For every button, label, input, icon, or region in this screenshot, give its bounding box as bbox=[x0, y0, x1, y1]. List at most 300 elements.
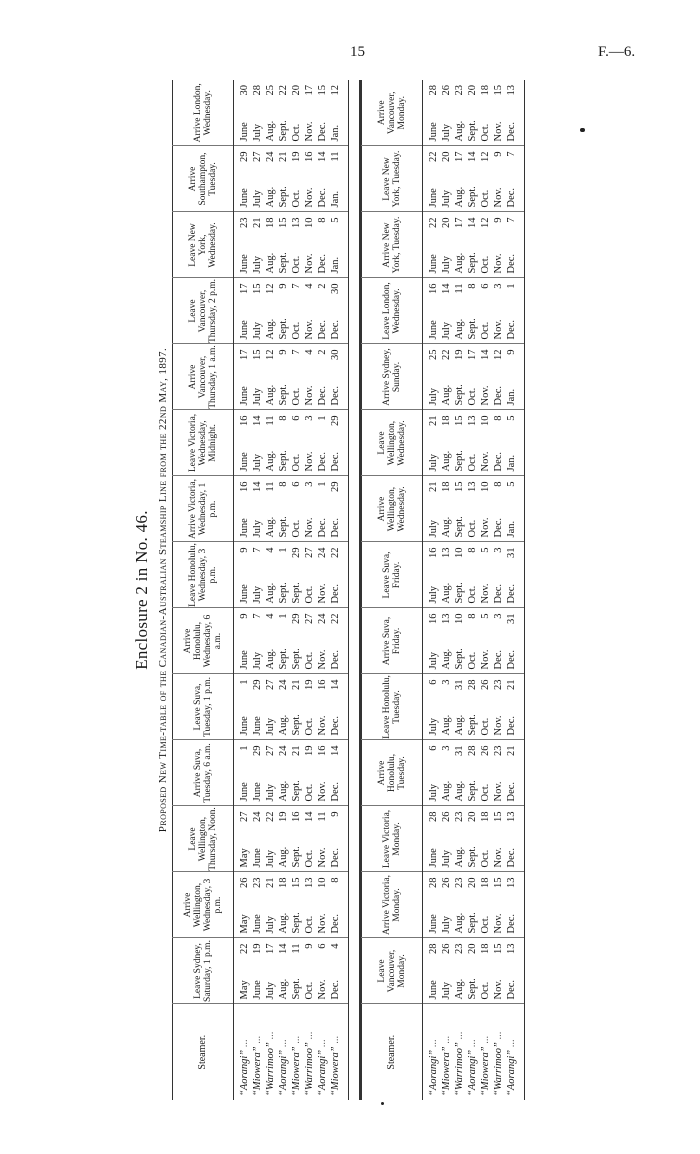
date-month: Dec. bbox=[506, 715, 517, 736]
date-month: July bbox=[252, 519, 263, 538]
date-column bbox=[423, 806, 525, 872]
date-day: 25 bbox=[428, 349, 439, 360]
date-day: 23 bbox=[454, 943, 465, 954]
date-entry bbox=[440, 873, 453, 938]
date-day: 8 bbox=[467, 547, 478, 553]
column-header: Arrive Southampton, Tuesday. bbox=[173, 146, 234, 212]
date-day: 21 bbox=[428, 481, 439, 492]
date-entry bbox=[264, 345, 277, 410]
date-month: Aug. bbox=[454, 978, 465, 1000]
date-month: Nov. bbox=[480, 385, 491, 406]
date-entry bbox=[440, 411, 453, 476]
date-column bbox=[423, 344, 525, 410]
date-entry bbox=[264, 411, 277, 476]
date-entry bbox=[264, 741, 277, 806]
date-entry bbox=[329, 873, 342, 938]
date-entry bbox=[427, 213, 440, 278]
date-month: Oct. bbox=[480, 849, 491, 868]
date-day: 1 bbox=[239, 679, 250, 685]
date-entry bbox=[492, 345, 505, 410]
date-day: 19 bbox=[278, 811, 289, 822]
date-month: Oct. bbox=[467, 585, 478, 604]
date-month: Sept. bbox=[467, 846, 478, 868]
date-day: 29 bbox=[252, 679, 263, 690]
date-month: Aug. bbox=[454, 714, 465, 736]
date-month: Sept. bbox=[454, 648, 465, 670]
steamer-name: “Warrimoo” ... bbox=[492, 1005, 505, 1101]
date-day: 21 bbox=[506, 745, 517, 756]
date-day: 7 bbox=[252, 613, 263, 619]
date-month: Oct. bbox=[291, 255, 302, 274]
date-entry bbox=[316, 609, 329, 674]
date-month: Dec. bbox=[317, 121, 328, 142]
date-entry bbox=[329, 675, 342, 740]
date-month: July bbox=[265, 981, 276, 1000]
date-entry bbox=[466, 213, 479, 278]
homeward-body-row bbox=[423, 80, 525, 1100]
date-month: June bbox=[239, 386, 250, 406]
date-day: 15 bbox=[278, 217, 289, 228]
date-month: July bbox=[428, 651, 439, 670]
date-entry bbox=[505, 675, 518, 740]
date-entry bbox=[427, 147, 440, 212]
date-day: 15 bbox=[493, 811, 504, 822]
date-day: 9 bbox=[239, 547, 250, 553]
date-day: 13 bbox=[441, 547, 452, 558]
date-day: 14 bbox=[467, 151, 478, 162]
date-day: 26 bbox=[480, 679, 491, 690]
date-entry bbox=[303, 741, 316, 806]
date-month: July bbox=[252, 651, 263, 670]
date-entry bbox=[264, 807, 277, 872]
date-entry bbox=[453, 213, 466, 278]
date-entry bbox=[277, 345, 290, 410]
date-day: 20 bbox=[467, 811, 478, 822]
date-day: 15 bbox=[454, 481, 465, 492]
date-day: 21 bbox=[265, 877, 276, 888]
date-day: 3 bbox=[304, 415, 315, 421]
date-day: 17 bbox=[467, 349, 478, 360]
date-day: 20 bbox=[441, 151, 452, 162]
date-entry bbox=[329, 279, 342, 344]
date-month: Nov. bbox=[480, 517, 491, 538]
date-entry bbox=[238, 279, 251, 344]
date-month: Oct. bbox=[467, 387, 478, 406]
date-entry bbox=[492, 147, 505, 212]
date-month: Sept. bbox=[278, 516, 289, 538]
date-month: May bbox=[239, 914, 250, 934]
date-day: 15 bbox=[291, 877, 302, 888]
date-day: 10 bbox=[317, 877, 328, 888]
date-entry bbox=[251, 609, 264, 674]
date-month: Aug. bbox=[278, 846, 289, 868]
date-day: 24 bbox=[252, 811, 263, 822]
date-month: Dec. bbox=[330, 649, 341, 670]
date-entry bbox=[427, 543, 440, 608]
date-day: 1 bbox=[506, 283, 517, 289]
date-month: July bbox=[265, 783, 276, 802]
date-month: Oct. bbox=[291, 387, 302, 406]
date-column bbox=[423, 212, 525, 278]
date-entry bbox=[251, 543, 264, 608]
date-month: Aug. bbox=[441, 780, 452, 802]
date-month: June bbox=[239, 122, 250, 142]
date-entry bbox=[238, 675, 251, 740]
date-month: June bbox=[239, 716, 250, 736]
ink-mark bbox=[580, 128, 585, 132]
date-entry bbox=[440, 939, 453, 1004]
date-entry bbox=[466, 939, 479, 1004]
date-day: 29 bbox=[252, 745, 263, 756]
date-month: Sept. bbox=[454, 582, 465, 604]
date-day: 23 bbox=[454, 85, 465, 96]
date-day: 18 bbox=[441, 481, 452, 492]
date-month: Dec. bbox=[506, 913, 517, 934]
date-entry bbox=[251, 411, 264, 476]
date-entry bbox=[492, 873, 505, 938]
column-header: Leave Suva, Friday. bbox=[362, 542, 423, 608]
date-entry bbox=[453, 609, 466, 674]
date-day: 31 bbox=[506, 613, 517, 624]
date-day: 11 bbox=[265, 481, 276, 492]
date-month: July bbox=[265, 849, 276, 868]
date-entry bbox=[277, 411, 290, 476]
date-entry bbox=[303, 807, 316, 872]
date-month: Aug. bbox=[441, 384, 452, 406]
date-day: 27 bbox=[304, 613, 315, 624]
date-day: 7 bbox=[252, 547, 263, 553]
date-column bbox=[423, 410, 525, 476]
date-day: 28 bbox=[252, 85, 263, 96]
date-month: June bbox=[252, 980, 263, 1000]
date-month: Oct. bbox=[304, 585, 315, 604]
column-header: Leave Wellington, Wednesday. bbox=[362, 410, 423, 476]
date-entry bbox=[466, 279, 479, 344]
date-entry bbox=[329, 345, 342, 410]
date-entry bbox=[277, 213, 290, 278]
date-day: 3 bbox=[493, 283, 504, 289]
date-entry bbox=[251, 147, 264, 212]
date-day: 22 bbox=[239, 943, 250, 954]
date-month: Oct. bbox=[304, 849, 315, 868]
date-entry bbox=[505, 80, 518, 146]
date-month: Sept. bbox=[278, 384, 289, 406]
date-entry bbox=[290, 873, 303, 938]
date-entry bbox=[466, 675, 479, 740]
date-day: 22 bbox=[330, 547, 341, 558]
date-month: July bbox=[252, 321, 263, 340]
column-header: Leave Vancouver, Monday. bbox=[362, 938, 423, 1004]
column-header: Arrive New York, Tuesday. bbox=[362, 212, 423, 278]
date-entry bbox=[277, 477, 290, 542]
date-column bbox=[423, 542, 525, 608]
date-entry bbox=[492, 477, 505, 542]
date-month: Dec. bbox=[493, 649, 504, 670]
date-month: Sept. bbox=[291, 648, 302, 670]
date-day: 20 bbox=[467, 943, 478, 954]
date-day: 11 bbox=[291, 943, 302, 954]
column-header: Arrive Sydney, Sunday. bbox=[362, 344, 423, 410]
date-month: Aug. bbox=[265, 450, 276, 472]
date-entry bbox=[329, 213, 342, 278]
date-month: Oct. bbox=[291, 453, 302, 472]
date-day: 31 bbox=[506, 547, 517, 558]
date-month: Oct. bbox=[304, 651, 315, 670]
date-entry bbox=[505, 939, 518, 1004]
column-header: Leave Honolulu, Wednesday, 3 p.m. bbox=[173, 542, 234, 608]
column-header: Arrive Vancouver, Thursday, 1 a.m. bbox=[173, 344, 234, 410]
date-day: 7 bbox=[291, 283, 302, 289]
date-day: 12 bbox=[480, 151, 491, 162]
outward-body-row bbox=[234, 80, 349, 1100]
date-entry bbox=[264, 279, 277, 344]
date-entry bbox=[466, 80, 479, 146]
date-entry bbox=[479, 741, 492, 806]
date-entry bbox=[290, 807, 303, 872]
steamer-name: “Warrimoo” ... bbox=[303, 1005, 316, 1101]
date-column bbox=[234, 476, 349, 542]
steamer-column-header: Steamer. bbox=[362, 1004, 423, 1100]
date-entry bbox=[440, 543, 453, 608]
date-entry bbox=[238, 543, 251, 608]
date-column bbox=[234, 80, 349, 146]
date-day: 17 bbox=[239, 349, 250, 360]
date-month: Nov. bbox=[317, 913, 328, 934]
outward-header-row bbox=[173, 80, 234, 1100]
steamer-name: “Aorangi” ... bbox=[466, 1005, 479, 1101]
steamer-name: “Aorangi” ... bbox=[505, 1005, 518, 1101]
date-entry bbox=[264, 675, 277, 740]
date-day: 23 bbox=[493, 745, 504, 756]
column-header: Leave Victoria, Wednesday, Midnight. bbox=[173, 410, 234, 476]
date-month: Oct. bbox=[304, 717, 315, 736]
column-header: Arrive London, Wednesday. bbox=[173, 80, 234, 146]
date-month: Nov. bbox=[304, 121, 315, 142]
date-day: 1 bbox=[278, 547, 289, 553]
date-day: 8 bbox=[317, 217, 328, 223]
date-day: 3 bbox=[493, 613, 504, 619]
date-month: Dec. bbox=[330, 781, 341, 802]
steamer-name: “Aorangi” ... bbox=[427, 1005, 440, 1101]
date-month: June bbox=[428, 320, 439, 340]
date-month: July bbox=[441, 123, 452, 142]
date-day: 13 bbox=[441, 613, 452, 624]
date-month: July bbox=[428, 387, 439, 406]
date-entry bbox=[479, 939, 492, 1004]
date-day: 14 bbox=[441, 283, 452, 294]
date-entry bbox=[290, 543, 303, 608]
date-day: 19 bbox=[291, 151, 302, 162]
date-day: 15 bbox=[454, 415, 465, 426]
date-entry bbox=[479, 609, 492, 674]
date-entry bbox=[264, 609, 277, 674]
date-month: Oct. bbox=[467, 651, 478, 670]
date-day: 13 bbox=[291, 217, 302, 228]
date-day: 11 bbox=[330, 151, 341, 162]
date-month: July bbox=[441, 915, 452, 934]
date-month: July bbox=[428, 783, 439, 802]
date-entry bbox=[238, 609, 251, 674]
date-day: 15 bbox=[252, 283, 263, 294]
date-day: 26 bbox=[441, 85, 452, 96]
date-day: 8 bbox=[467, 613, 478, 619]
date-entry bbox=[251, 345, 264, 410]
date-month: Nov. bbox=[304, 253, 315, 274]
date-month: Sept. bbox=[291, 582, 302, 604]
date-entry bbox=[303, 279, 316, 344]
date-day: 14 bbox=[252, 481, 263, 492]
date-day: 1 bbox=[317, 481, 328, 487]
date-entry bbox=[466, 477, 479, 542]
date-month: May bbox=[239, 848, 250, 868]
date-month: Oct. bbox=[291, 123, 302, 142]
column-header: Arrive Suva, Tuesday, 6 a.m. bbox=[173, 740, 234, 806]
date-entry bbox=[479, 411, 492, 476]
date-entry bbox=[290, 477, 303, 542]
date-month: June bbox=[252, 914, 263, 934]
date-month: Dec. bbox=[493, 385, 504, 406]
date-month: Dec. bbox=[330, 385, 341, 406]
date-month: Sept. bbox=[291, 780, 302, 802]
date-day: 27 bbox=[265, 745, 276, 756]
date-entry bbox=[492, 609, 505, 674]
date-day: 27 bbox=[239, 811, 250, 822]
date-day: 13 bbox=[506, 943, 517, 954]
date-entry bbox=[329, 609, 342, 674]
date-day: 14 bbox=[330, 679, 341, 690]
date-day: 16 bbox=[291, 811, 302, 822]
date-day: 10 bbox=[454, 547, 465, 558]
date-column bbox=[234, 674, 349, 740]
date-day: 23 bbox=[454, 877, 465, 888]
date-entry bbox=[290, 675, 303, 740]
document-reference: F.—6. bbox=[598, 44, 636, 60]
date-entry bbox=[290, 80, 303, 146]
date-month: June bbox=[239, 650, 250, 670]
date-day: 8 bbox=[493, 481, 504, 487]
date-day: 22 bbox=[428, 217, 439, 228]
date-entry bbox=[329, 807, 342, 872]
date-entry bbox=[316, 741, 329, 806]
date-entry bbox=[329, 411, 342, 476]
date-month: Sept. bbox=[278, 186, 289, 208]
date-entry bbox=[329, 80, 342, 146]
date-entry bbox=[290, 411, 303, 476]
date-day: 17 bbox=[304, 85, 315, 96]
date-month: Oct. bbox=[291, 519, 302, 538]
date-day: 4 bbox=[265, 613, 276, 619]
date-entry bbox=[277, 741, 290, 806]
column-header: Arrive Honolulu, Tuesday. bbox=[362, 740, 423, 806]
date-day: 13 bbox=[506, 85, 517, 96]
date-entry bbox=[453, 543, 466, 608]
date-entry bbox=[316, 345, 329, 410]
date-day: 21 bbox=[278, 151, 289, 162]
date-month: Jan. bbox=[330, 256, 341, 274]
steamer-name: “Aorangi” ... bbox=[238, 1005, 251, 1101]
date-entry bbox=[290, 609, 303, 674]
date-day: 22 bbox=[330, 613, 341, 624]
date-day: 21 bbox=[291, 679, 302, 690]
date-entry bbox=[303, 609, 316, 674]
steamer-name: “Miowera” ... bbox=[440, 1005, 453, 1101]
date-month: Dec. bbox=[330, 517, 341, 538]
date-month: Dec. bbox=[493, 517, 504, 538]
column-header: Leave Vancouver, Thursday, 2 p.m. bbox=[173, 278, 234, 344]
date-entry bbox=[453, 411, 466, 476]
steamer-name: “Aorangi” ... bbox=[316, 1005, 329, 1101]
date-entry bbox=[316, 873, 329, 938]
date-day: 9 bbox=[239, 613, 250, 619]
date-day: 5 bbox=[330, 217, 341, 223]
date-month: Oct. bbox=[480, 717, 491, 736]
date-month: Dec. bbox=[330, 847, 341, 868]
date-entry bbox=[466, 873, 479, 938]
date-entry bbox=[453, 741, 466, 806]
date-entry bbox=[264, 873, 277, 938]
date-month: Sept. bbox=[278, 582, 289, 604]
date-day: 1 bbox=[239, 745, 250, 751]
date-entry bbox=[277, 873, 290, 938]
date-month: Sept. bbox=[467, 186, 478, 208]
date-entry bbox=[492, 213, 505, 278]
date-month: Nov. bbox=[493, 715, 504, 736]
date-entry bbox=[453, 939, 466, 1004]
date-month: Oct. bbox=[467, 453, 478, 472]
date-day: 26 bbox=[480, 745, 491, 756]
date-day: 19 bbox=[304, 679, 315, 690]
date-entry bbox=[329, 477, 342, 542]
column-header: Leave Honolulu, Tuesday. bbox=[362, 674, 423, 740]
date-day: 22 bbox=[428, 151, 439, 162]
date-day: 7 bbox=[506, 217, 517, 223]
date-day: 13 bbox=[467, 481, 478, 492]
date-day: 8 bbox=[278, 481, 289, 487]
date-entry bbox=[277, 807, 290, 872]
date-entry bbox=[303, 345, 316, 410]
date-column bbox=[423, 146, 525, 212]
column-header: Arrive Victoria, Monday. bbox=[362, 872, 423, 938]
date-month: Oct. bbox=[480, 981, 491, 1000]
enclosure-title: Enclosure 2 in No. 46. bbox=[132, 510, 151, 670]
date-entry bbox=[427, 279, 440, 344]
date-month: Aug. bbox=[265, 384, 276, 406]
date-month: Nov. bbox=[317, 847, 328, 868]
column-header: Arrive Victoria, Wednesday, 1 p.m. bbox=[173, 476, 234, 542]
date-column bbox=[234, 278, 349, 344]
date-entry bbox=[440, 147, 453, 212]
date-entry bbox=[316, 213, 329, 278]
date-day: 8 bbox=[330, 877, 341, 883]
date-entry bbox=[492, 80, 505, 146]
date-day: 28 bbox=[467, 679, 478, 690]
date-day: 12 bbox=[265, 349, 276, 360]
column-header: Arrive Honolulu, Wednesday, 6 a.m. bbox=[173, 608, 234, 674]
date-day: 26 bbox=[441, 811, 452, 822]
date-entry bbox=[479, 147, 492, 212]
date-month: Nov. bbox=[493, 979, 504, 1000]
date-month: Aug. bbox=[454, 780, 465, 802]
date-day: 15 bbox=[317, 85, 328, 96]
date-month: Oct. bbox=[304, 783, 315, 802]
date-entry bbox=[303, 873, 316, 938]
date-entry bbox=[453, 80, 466, 146]
date-entry bbox=[427, 939, 440, 1004]
steamer-list bbox=[423, 1004, 525, 1100]
date-day: 4 bbox=[330, 943, 341, 949]
date-month: Aug. bbox=[265, 186, 276, 208]
date-month: July bbox=[428, 453, 439, 472]
